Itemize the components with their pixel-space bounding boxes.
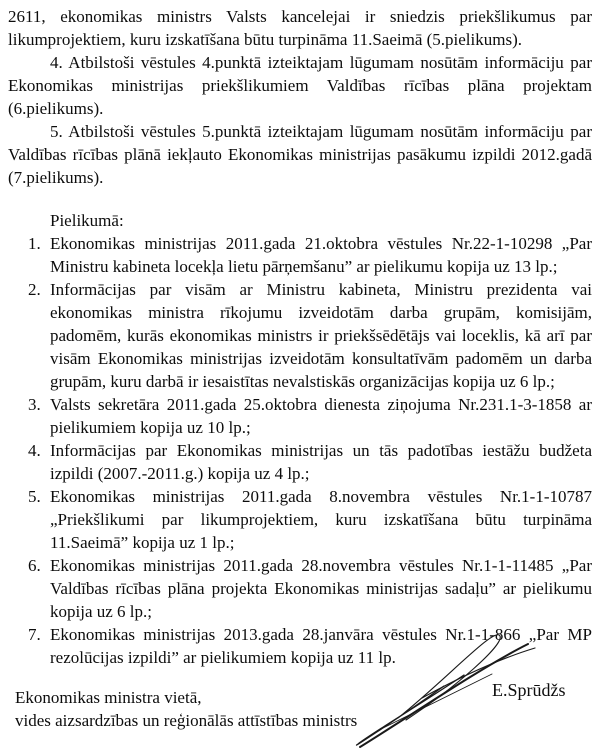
paragraph-point-5: 5. Atbilstoši vēstules 5.punktā izteiktajam lūgumam nosūtām informāciju par Valdības rīcības plānā iekļauto Ekonomikas ministrijas pasākumu izpildi 2012.gadā (7.pielikums). [8, 122, 592, 187]
attachment-item: Informācijas par Ekonomikas ministrijas un tās padotības iestāžu budžeta izpildi (2007.-2011.g.) kopija uz 4 lp.; [50, 441, 592, 483]
attachments-list [8, 232, 592, 669]
signer-role-line-1: Ekonomikas ministra vietā, [15, 688, 202, 707]
attachment-item: Ekonomikas ministrijas 2013.gada 28.janvāra vēstules Nr.1-1-866 „Par MP rezolūcijas izpildi” ar pielikumiem kopija uz 11 lp. [50, 625, 592, 667]
paragraph-point-4: 4. Atbilstoši vēstules 4.punktā izteiktajam lūgumam nosūtām informāciju par Ekonomikas ministrijas priekšlikumiem Valdības rīcības plāna projektam (6.pielikums). [8, 53, 592, 118]
signer-role-line-2: vides aizsardzības un reģionālās attīstības ministrs [15, 711, 358, 730]
attachments-heading: Pielikumā: [50, 211, 124, 230]
attachment-item: Valsts sekretāra 2011.gada 25.oktobra dienesta ziņojuma Nr.231.1-3-1858 ar pielikumiem kopija uz 10 lp.; [50, 395, 592, 437]
signer-name: E.Sprūdžs [492, 680, 566, 700]
paragraph-continuation: 2611, ekonomikas ministrs Valsts kancelejai ir sniedzis priekšlikumus par likumprojektiem, kuru izskatīšana būtu turpināma 11.Saeimā (5.pielikums). [8, 7, 592, 49]
attachment-item: Informācijas par visām ar Ministru kabineta, Ministru prezidenta vai ekonomikas ministra rīkojumu izveidotām darba grupām, komisijām, padomēm, kurās ekonomikas ministrs ir priekšsēdētājs vai loceklis, kā arī par visām Ekonomikas ministrijas izveidotām konsultatīvām padomēm un darba grupām, kuru darbā ir iesaistītas nevalstiskās organizācijas kopija uz 6 lp.; [50, 280, 592, 391]
attachment-item: Ekonomikas ministrijas 2011.gada 28.novembra vēstules Nr.1-1-11485 „Par Valdības rīcības plāna projekta Ekonomikas ministrijas sadaļu” ar pielikumu kopija uz 6 lp.; [50, 556, 592, 621]
attachment-item: Ekonomikas ministrijas 2011.gada 21.oktobra vēstules Nr.22-1-10298 „Par Ministru kabineta locekļa lietu pārņemšanu” ar pielikumu kopija uz 13 lp.; [50, 234, 592, 276]
attachment-item: Ekonomikas ministrijas 2011.gada 8.novembra vēstules Nr.1-1-10787 „Priekšlikumi par likumprojektiem, kuru izskatīšana būtu turpināma 11.Saeimā” kopija uz 1 lp.; [50, 487, 592, 552]
